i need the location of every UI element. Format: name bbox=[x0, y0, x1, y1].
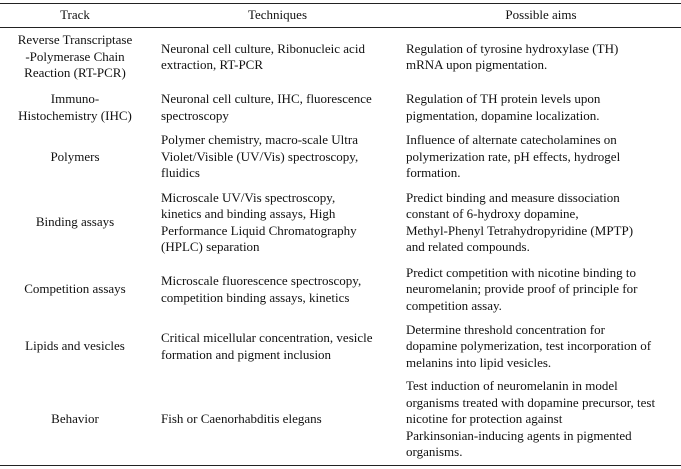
techniques-cell: Microscale fluorescence spectroscopy, competition binding assays, kinetics bbox=[161, 273, 362, 305]
aims-cell: Determine threshold concentration for dopamine polymerization, test incorporation of melanins into lipid vesicles. bbox=[406, 321, 652, 370]
track-cell: Immuno- Histochemistry (IHC) bbox=[18, 91, 132, 123]
techniques-cell: Neuronal cell culture, Ribonucleic acid extraction, RT-PCR bbox=[161, 40, 365, 72]
header-techniques: Techniques bbox=[247, 7, 307, 22]
aims-cell: Predict competition with nicotine binding to neuromelanin; provide proof of principle for competition assay. bbox=[406, 264, 638, 313]
table-row bbox=[0, 261, 681, 318]
techniques-cell: Critical micellular concentration, vesicle formation and pigment inclusion bbox=[161, 330, 373, 362]
track-cell: Lipids and vesicles bbox=[25, 338, 125, 354]
track-cell: Behavior bbox=[51, 411, 99, 427]
table-row bbox=[0, 184, 681, 261]
table-row bbox=[0, 85, 681, 130]
aims-cell: Regulation of tyrosine hydroxylase (TH) mRNA upon pigmentation. bbox=[406, 40, 619, 72]
techniques-cell: Microscale UV/Vis spectroscopy, kinetics and binding assays, High Performance Liquid Chromatography (HPLC) separation bbox=[161, 189, 357, 254]
track-cell: Competition assays bbox=[24, 281, 126, 297]
track-cell: Binding assays bbox=[35, 214, 115, 230]
aims-cell: Regulation of TH protein levels upon pigmentation, dopamine localization. bbox=[406, 91, 601, 123]
table-row bbox=[0, 318, 681, 375]
header-aims: Possible aims bbox=[505, 7, 577, 22]
aims-cell: Predict binding and measure dissociation constant of 6-hydroxy dopamine, Methyl-Phenyl Tetrahydropyridine (MPTP) and related compounds. bbox=[406, 189, 634, 254]
header-track: Track bbox=[60, 7, 90, 22]
table-bottom-rule bbox=[0, 465, 681, 466]
techniques-cell: Neuronal cell culture, IHC, fluorescence spectroscopy bbox=[161, 91, 372, 123]
table-row bbox=[0, 130, 681, 184]
table-row bbox=[0, 375, 681, 464]
table-row bbox=[0, 29, 681, 85]
track-cell: Polymers bbox=[50, 148, 100, 164]
aims-cell: Influence of alternate catecholamines on polymerization rate, pH effects, hydrogel formation. bbox=[406, 132, 621, 181]
aims-cell: Test induction of neuromelanin in model organisms treated with dopamine precursor, test nicotine for protection against Parkinsonian-inducing agents in pigmented organisms. bbox=[406, 378, 656, 460]
techniques-cell: Polymer chemistry, macro-scale Ultra Violet/Visible (UV/Vis) spectroscopy, fluidics bbox=[161, 132, 359, 181]
header-bottom-rule bbox=[0, 27, 681, 28]
track-cell: Reverse Transcriptase -Polymerase Chain Reaction (RT-PCR) bbox=[17, 32, 133, 81]
techniques-cell: Fish or Caenorhabditis elegans bbox=[161, 411, 322, 427]
